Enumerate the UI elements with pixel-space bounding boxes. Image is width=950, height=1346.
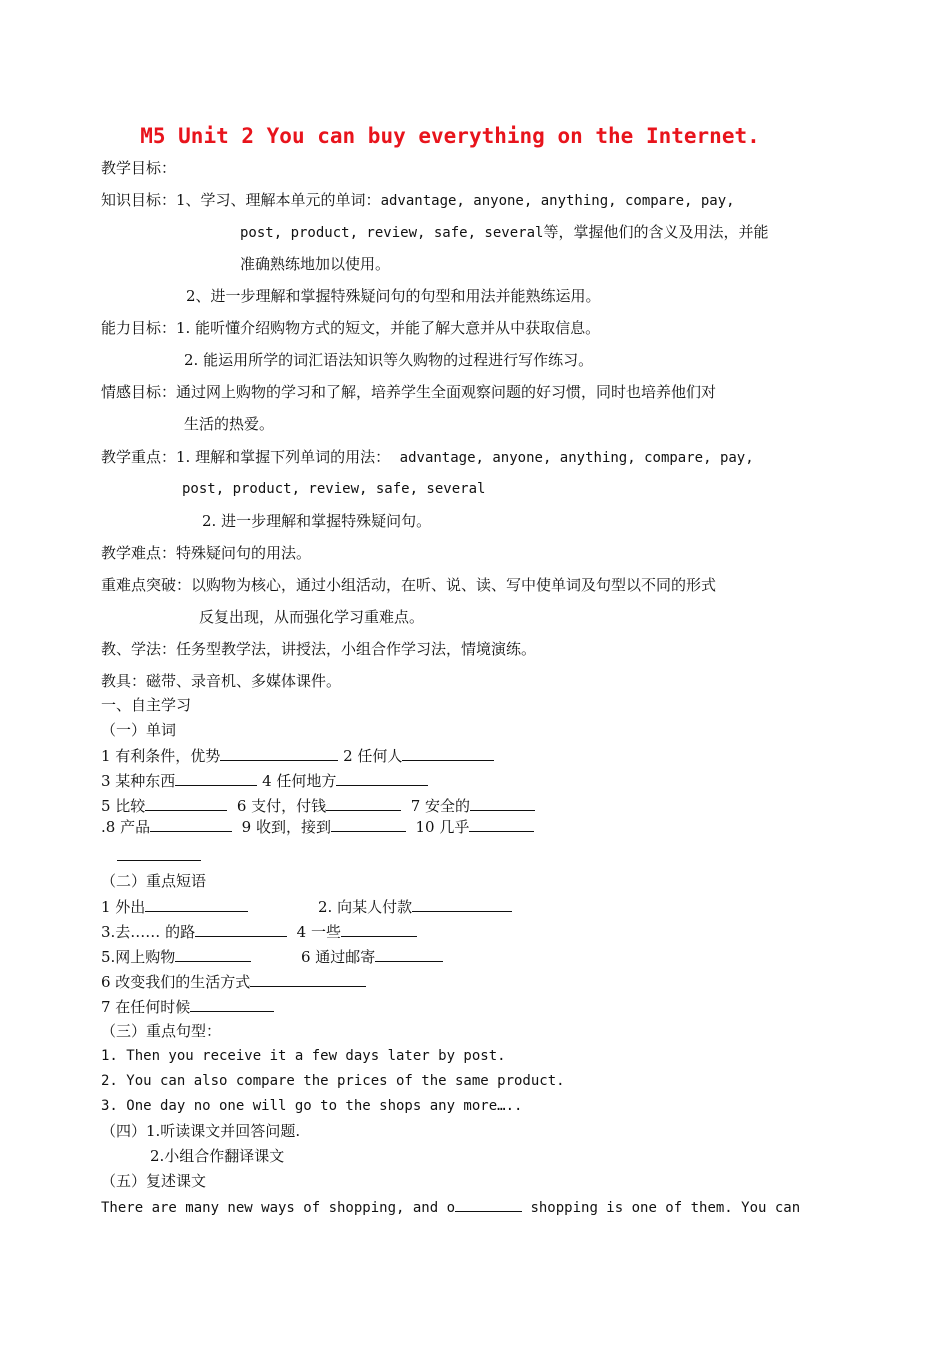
section-self-study: 一、自主学习 bbox=[101, 696, 192, 714]
knowledge-item1-b: 等，掌握他们的含义及用法，并能 bbox=[543, 223, 769, 241]
words-row4 bbox=[101, 816, 534, 837]
tools: 教具：磁带、录音机、多媒体课件。 bbox=[101, 672, 342, 690]
retell-text-b: shopping is one of them. You can bbox=[522, 1200, 801, 1216]
words-row5 bbox=[117, 845, 201, 866]
phrase-item: 6 改变我们的生活方式 bbox=[101, 973, 251, 991]
words-row3 bbox=[101, 795, 535, 816]
answer-blank[interactable] bbox=[336, 770, 428, 786]
activity-item1: （四）1.听读课文并回答问题. bbox=[101, 1122, 301, 1140]
document-title: M5 Unit 2 You can buy everything on the Internet. bbox=[140, 124, 760, 148]
key-points-words-a: advantage, anyone, anything, compare, pay, bbox=[399, 450, 754, 466]
answer-blank[interactable] bbox=[175, 770, 257, 786]
answer-blank[interactable] bbox=[402, 745, 494, 761]
sentences-heading: （三）重点句型： bbox=[101, 1022, 222, 1040]
knowledge-label: 知识目标： bbox=[101, 191, 177, 209]
ability-item2: 2. 能运用所学的词汇语法知识等久购物的过程进行写作练习。 bbox=[184, 351, 594, 369]
key-points-words-b: post, product, review, safe, several bbox=[182, 481, 486, 497]
breakthrough-line1: 重难点突破：以购物为核心，通过小组活动，在听、说、读、写中使单词及句型以不同的形式 bbox=[101, 576, 717, 594]
ability-label: 能力目标： bbox=[101, 319, 177, 337]
phrase-item: 2. 向某人付款 bbox=[318, 898, 413, 916]
retell-text bbox=[101, 1196, 800, 1218]
answer-blank[interactable] bbox=[326, 795, 401, 811]
answer-blank[interactable] bbox=[190, 996, 274, 1012]
sentence-item: 2. You can also compare the prices of the same product. bbox=[101, 1073, 565, 1089]
knowledge-item2: 2、进一步理解和掌握特殊疑问句的句型和用法并能熟练运用。 bbox=[186, 287, 601, 305]
key-points-item1: 1. 理解和掌握下列单词的用法： bbox=[176, 448, 391, 466]
phrases-row1b bbox=[318, 896, 512, 917]
word-item: 2 任何人 bbox=[343, 747, 403, 765]
answer-blank[interactable] bbox=[175, 946, 251, 962]
words-row2 bbox=[101, 770, 428, 791]
answer-blank[interactable] bbox=[469, 816, 534, 832]
knowledge-words-a: advantage, anyone, anything, compare, pay, bbox=[380, 193, 735, 209]
word-item: 1 有利条件，优势 bbox=[101, 747, 221, 765]
answer-blank[interactable] bbox=[195, 921, 287, 937]
breakthrough-line2: 反复出现，从而强化学习重难点。 bbox=[199, 608, 425, 626]
emotion-text1: 通过网上购物的学习和了解，培养学生全面观察问题的好习惯，同时也培养他们对 bbox=[176, 383, 717, 401]
answer-blank[interactable] bbox=[375, 946, 443, 962]
answer-blank[interactable] bbox=[455, 1196, 522, 1212]
phrases-heading: （二）重点短语 bbox=[101, 872, 207, 890]
sentence-item: 1. Then you receive it a few days later by post. bbox=[101, 1048, 506, 1064]
knowledge-goal-line1 bbox=[101, 190, 735, 211]
answer-blank[interactable] bbox=[250, 971, 366, 987]
sentence-item: 3. One day no one will go to the shops any more….. bbox=[101, 1098, 523, 1114]
phrases-row4 bbox=[101, 971, 366, 992]
knowledge-goal-line3: 准确熟练地加以使用。 bbox=[240, 255, 391, 273]
answer-blank[interactable] bbox=[470, 795, 535, 811]
words-row1 bbox=[101, 745, 494, 766]
word-item: 6 支付，付钱 bbox=[236, 797, 327, 815]
phrase-item: 7 在任何时候 bbox=[101, 998, 191, 1016]
word-item: .8 产品 bbox=[101, 818, 151, 836]
answer-blank[interactable] bbox=[412, 896, 512, 912]
words-heading: （一）单词 bbox=[101, 721, 177, 739]
word-item: 5 比较 bbox=[101, 797, 146, 815]
answer-blank[interactable] bbox=[341, 921, 417, 937]
key-points-label: 教学重点： bbox=[101, 448, 177, 466]
emotion-label: 情感目标： bbox=[101, 383, 177, 401]
methods: 教、学法：任务型教学法，讲授法，小组合作学习法，情境演练。 bbox=[101, 640, 537, 658]
ability-goal-line1 bbox=[101, 318, 600, 338]
word-item: 10 几乎 bbox=[415, 818, 470, 836]
emotion-text2: 生活的热爱。 bbox=[184, 415, 275, 433]
knowledge-goal-line2 bbox=[240, 222, 768, 243]
word-item: 3 某种东西 bbox=[101, 772, 176, 790]
activity-item2: 2.小组合作翻译课文 bbox=[150, 1147, 285, 1165]
answer-blank[interactable] bbox=[150, 816, 232, 832]
phrases-row5 bbox=[101, 996, 274, 1017]
phrases-row2 bbox=[101, 921, 417, 942]
answer-blank[interactable] bbox=[145, 795, 227, 811]
phrases-row1 bbox=[101, 896, 248, 917]
phrases-row3 bbox=[101, 946, 251, 967]
emotion-goal-line1 bbox=[101, 382, 716, 402]
answer-blank[interactable] bbox=[331, 816, 406, 832]
phrase-item: 6 通过邮寄 bbox=[301, 948, 376, 966]
retell-heading: （五）复述课文 bbox=[101, 1172, 207, 1190]
phrase-item: 3.去…… 的路 bbox=[101, 923, 196, 941]
word-item: 9 收到，接到 bbox=[241, 818, 331, 836]
answer-blank[interactable] bbox=[145, 896, 248, 912]
phrase-item: 1 外出 bbox=[101, 898, 146, 916]
word-item: 7 安全的 bbox=[410, 797, 471, 815]
key-points-item2: 2. 进一步理解和掌握特殊疑问句。 bbox=[202, 512, 432, 530]
difficulty: 教学难点：特殊疑问句的用法。 bbox=[101, 544, 312, 562]
knowledge-item1: 1、学习、理解本单元的单词： bbox=[176, 191, 381, 209]
knowledge-words-b: post, product, review, safe, several bbox=[240, 225, 544, 241]
answer-blank[interactable] bbox=[220, 745, 338, 761]
retell-text-a: There are many new ways of shopping, and o bbox=[101, 1200, 456, 1216]
goals-heading: 教学目标： bbox=[101, 159, 177, 177]
phrase-item: 4 一些 bbox=[296, 923, 341, 941]
key-points-line1 bbox=[101, 447, 754, 468]
word-item: 4 任何地方 bbox=[262, 772, 337, 790]
phrases-row3b bbox=[301, 946, 443, 967]
answer-blank[interactable] bbox=[117, 845, 201, 861]
ability-item1: 1. 能听懂介绍购物方式的短文，并能了解大意并从中获取信息。 bbox=[176, 319, 601, 337]
phrase-item: 5.网上购物 bbox=[101, 948, 176, 966]
